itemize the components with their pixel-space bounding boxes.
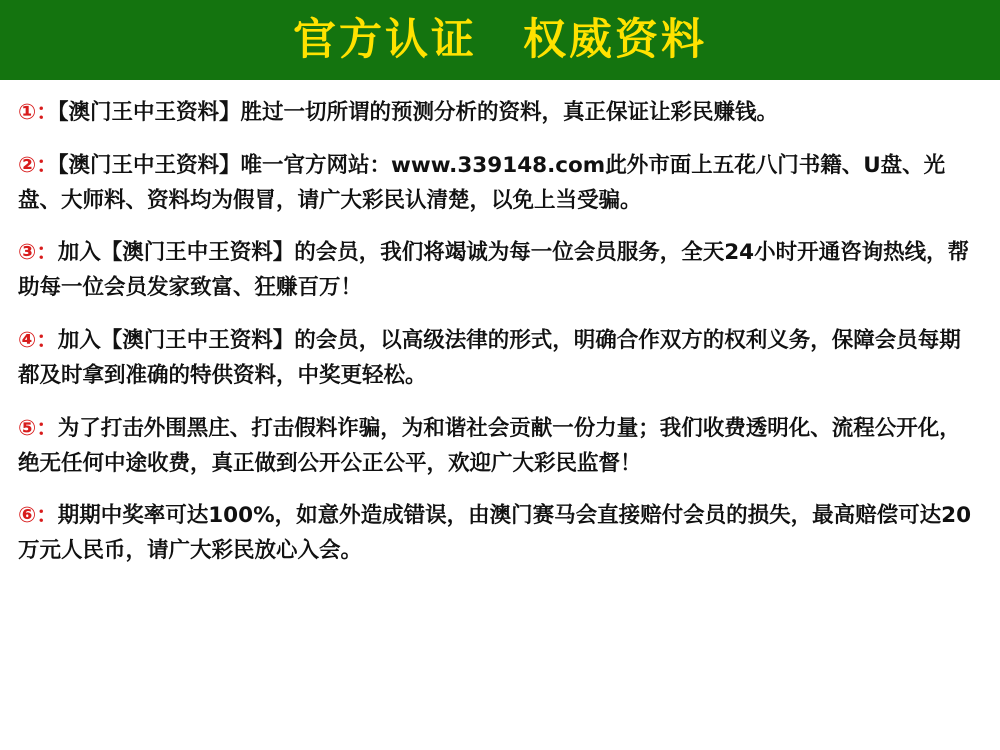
list-item-marker: ②： [18, 152, 58, 178]
list-item-marker: ①： [18, 100, 58, 125]
list-item-text: 【澳门王中王资料】唯一官方网站：www.339148.com此外市面上五花八门书籍、U盘、光盘、大师料、资料均为假冒，请广大彩民认清楚，以免上当受骗。 [18, 152, 946, 213]
list-item [18, 412, 982, 482]
header-banner [0, 0, 1000, 80]
list-item [18, 96, 982, 131]
list-item [18, 324, 982, 394]
list-item-marker: ④： [18, 328, 58, 354]
list-item-text: 期期中奖率可达100%，如意外造成错误，由澳门赛马会直接赔付会员的损失，最高赔偿可达20万元人民币，请广大彩民放心入会。 [18, 503, 972, 564]
list-item-text: 加入【澳门王中王资料】的会员，以高级法律的形式，明确合作双方的权利义务，保障会员每期都及时拿到准确的特供资料，中奖更轻松。 [18, 328, 961, 388]
list-item-marker: ③： [18, 240, 58, 266]
banner-title: 官方认证 权威资料 [293, 14, 707, 65]
list-item-text: 【澳门王中王资料】胜过一切所谓的预测分析的资料，真正保证让彩民赚钱。 [57, 100, 778, 125]
list-item [18, 499, 982, 569]
terms-list [0, 80, 1000, 569]
list-item-marker: ⑤： [18, 415, 58, 441]
list-item-text: 加入【澳门王中王资料】的会员，我们将竭诚为每一位会员服务，全天24小时开通咨询热线，帮助每一位会员发家致富、狂赚百万！ [18, 240, 970, 301]
list-item [18, 149, 982, 219]
list-item-text: 为了打击外围黑庄、打击假料诈骗，为和谐社会贡献一份力量；我们收费透明化、流程公开化，绝无任何中途收费，真正做到公开公正公平，欢迎广大彩民监督！ [18, 415, 961, 476]
list-item [18, 236, 982, 306]
list-item-marker: ⑥： [18, 503, 58, 529]
